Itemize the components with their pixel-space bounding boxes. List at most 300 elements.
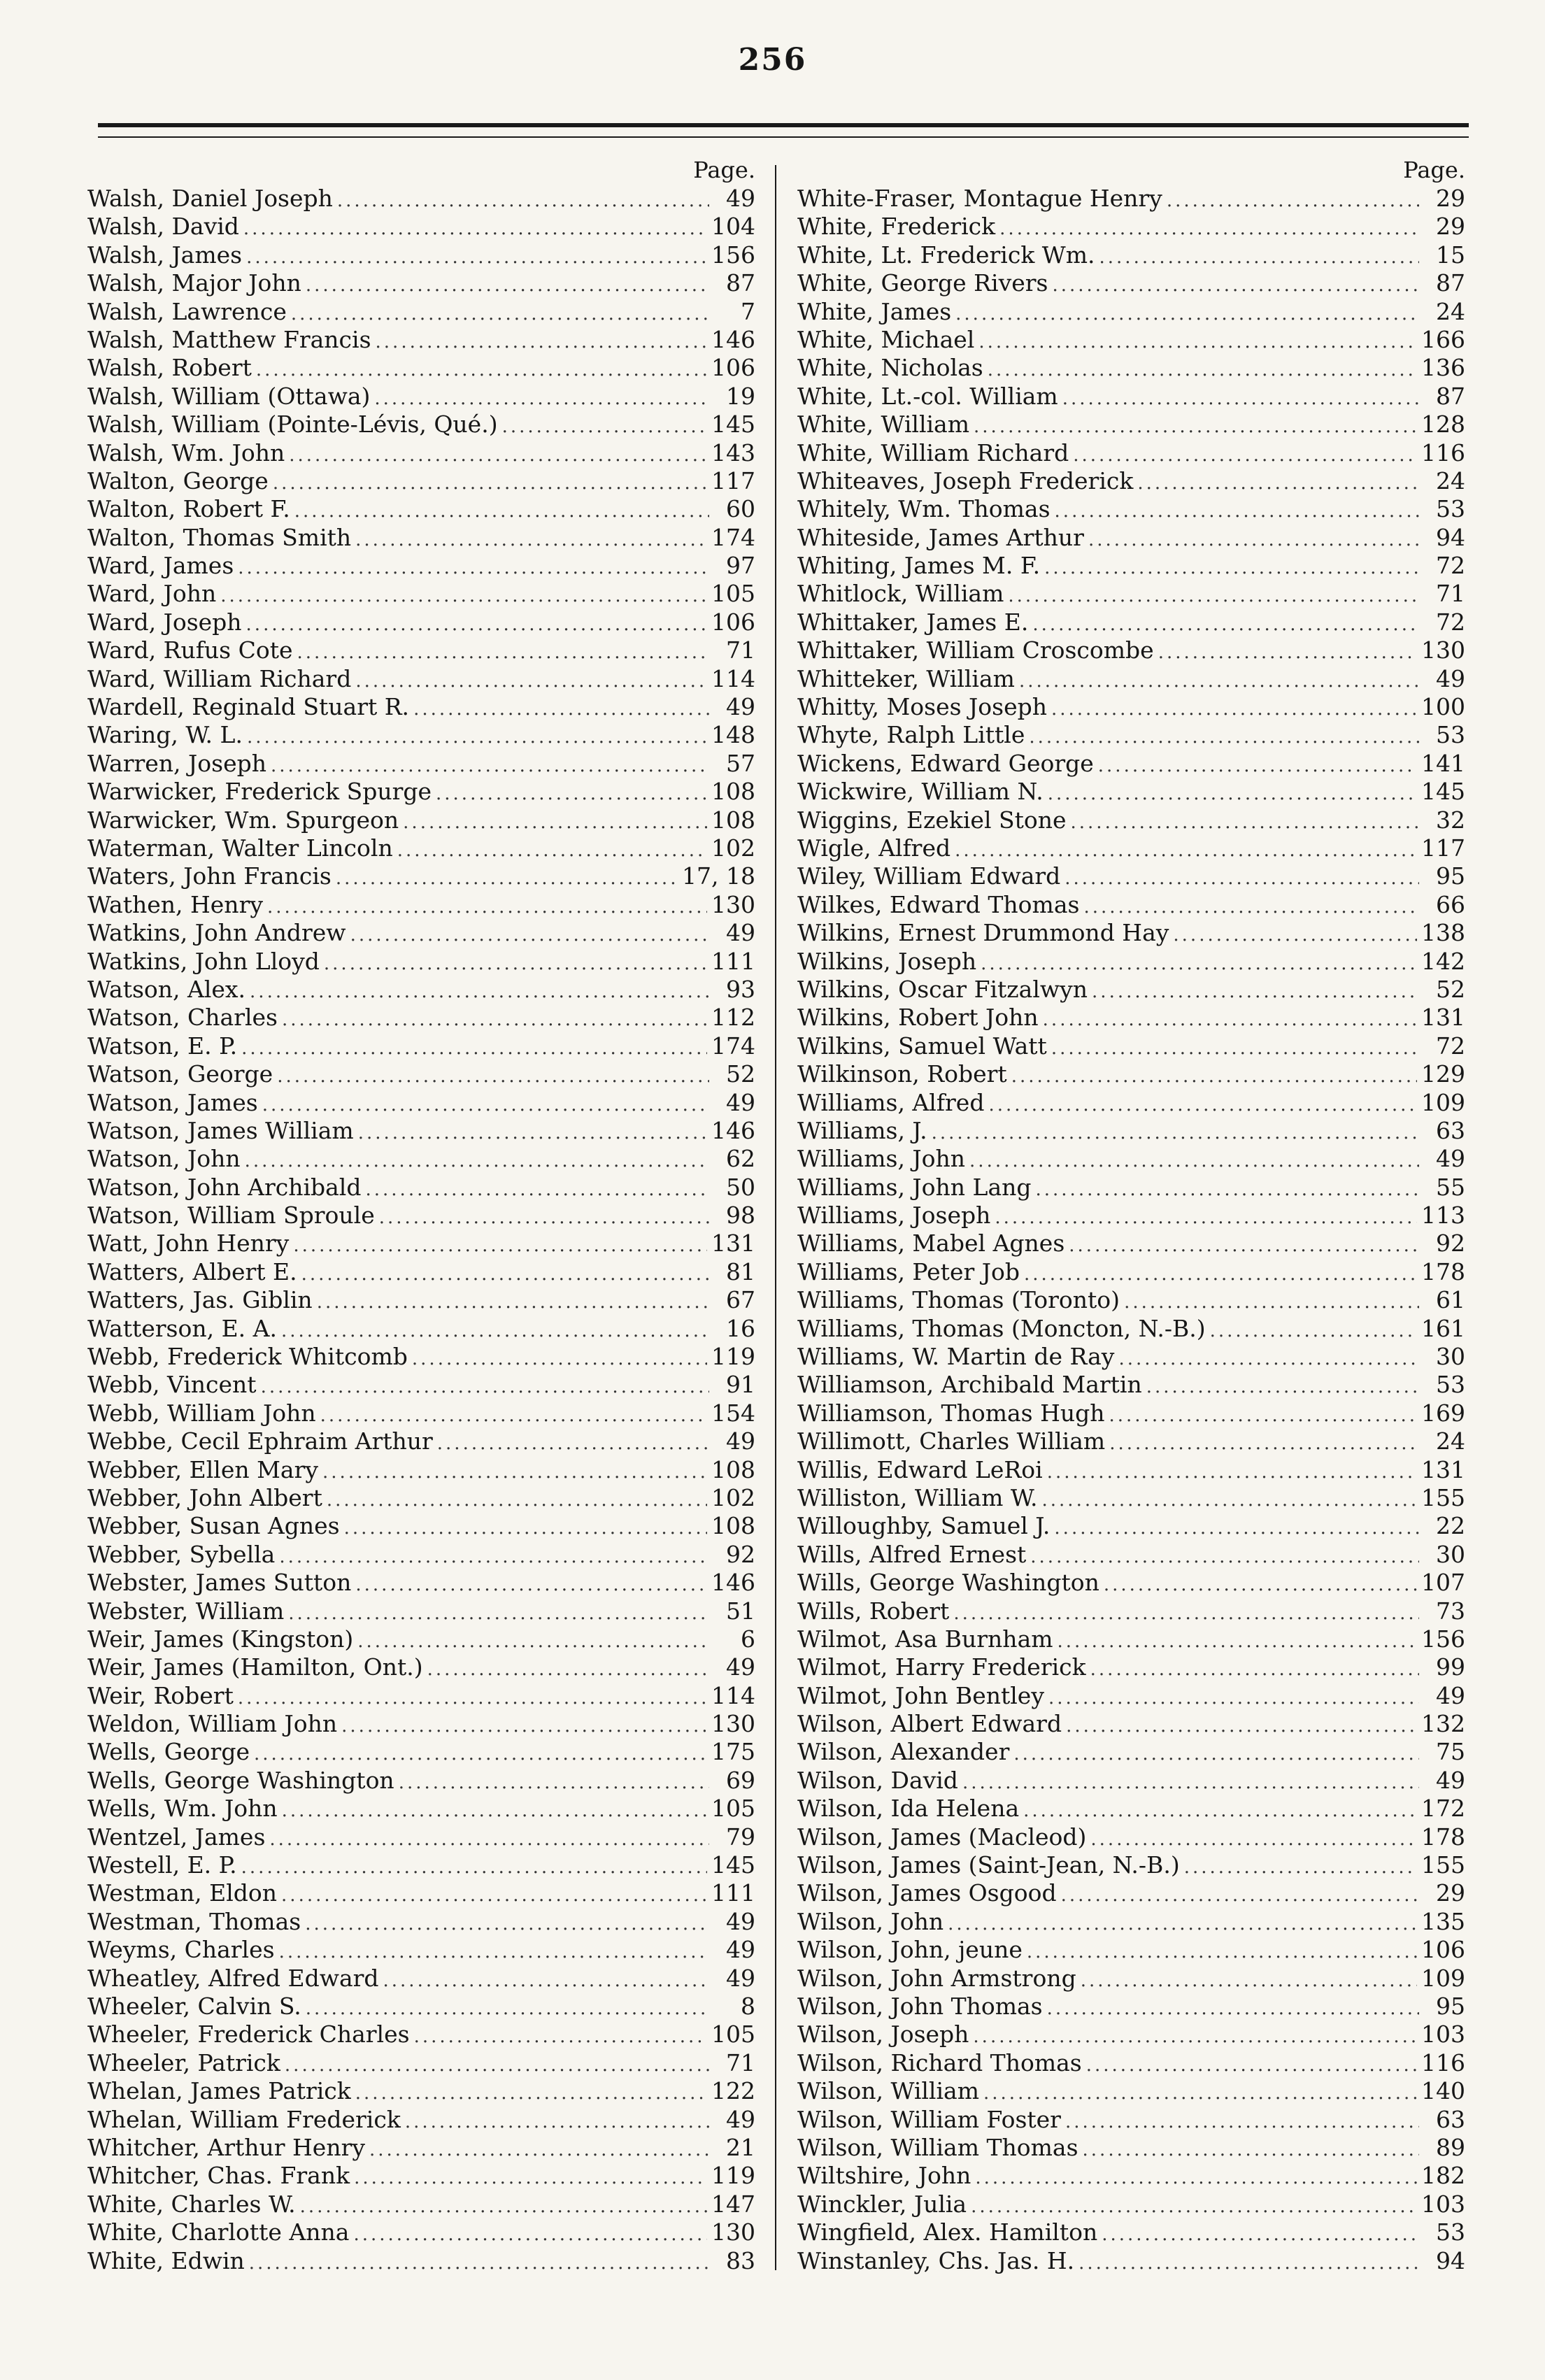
index-entry bbox=[87, 1032, 755, 1060]
entry-name: Webber, Susan Agnes bbox=[87, 1512, 340, 1540]
dot-leader bbox=[955, 836, 1417, 864]
dot-leader bbox=[1048, 1684, 1419, 1712]
index-entry bbox=[87, 2106, 755, 2134]
entry-name: Westman, Thomas bbox=[87, 1907, 301, 1935]
entry-page-number: 53 bbox=[1436, 495, 1465, 523]
entry-name: Wilkinson, Robert bbox=[797, 1060, 1007, 1088]
entry-name: White, William bbox=[797, 411, 970, 439]
index-entry bbox=[87, 1174, 755, 1202]
index-entry bbox=[797, 1795, 1465, 1823]
entry-name: Whittaker, William Croscombe bbox=[797, 636, 1154, 664]
entry-page-number: 146 bbox=[711, 1116, 755, 1144]
entry-page-number: 146 bbox=[711, 1569, 755, 1597]
dot-leader bbox=[220, 582, 707, 610]
entry-page-number: 72 bbox=[1436, 1032, 1465, 1060]
entry-name: White, Nicholas bbox=[797, 354, 983, 382]
entry-name: Wickwire, William N. bbox=[797, 778, 1044, 806]
entry-name: Watkins, John Lloyd bbox=[87, 947, 320, 975]
entry-page-number: 87 bbox=[1436, 269, 1465, 297]
entry-name: Williams, Alfred bbox=[797, 1088, 985, 1116]
entry-page-number: 49 bbox=[726, 1907, 755, 1935]
dot-leader bbox=[969, 1147, 1419, 1175]
index-entry bbox=[87, 1145, 755, 1173]
dot-leader bbox=[250, 978, 709, 1006]
dot-leader bbox=[279, 1938, 709, 1966]
entry-name: Wells, George bbox=[87, 1738, 250, 1766]
index-entry bbox=[87, 976, 755, 1004]
entry-page-number: 60 bbox=[726, 495, 755, 523]
dot-leader bbox=[379, 1204, 709, 1232]
entry-page-number: 108 bbox=[711, 1455, 755, 1483]
entry-page-number: 49 bbox=[726, 1088, 755, 1116]
entry-name: Watson, George bbox=[87, 1060, 273, 1088]
entry-name: Wigle, Alfred bbox=[797, 834, 951, 862]
entry-page-number: 145 bbox=[711, 1851, 755, 1879]
entry-page-number: 49 bbox=[726, 185, 755, 212]
index-entry bbox=[87, 1089, 755, 1117]
index-entry bbox=[87, 552, 755, 580]
entry-page-number: 16 bbox=[726, 1314, 755, 1342]
entry-name: Watson, John bbox=[87, 1145, 241, 1173]
index-entry bbox=[797, 1710, 1465, 1738]
entry-name: Walsh, Wm. John bbox=[87, 439, 285, 466]
entry-page-number: 107 bbox=[1421, 1569, 1465, 1597]
dot-leader bbox=[1092, 978, 1419, 1006]
entry-name: Wilkins, Samuel Watt bbox=[797, 1032, 1047, 1060]
entry-page-number: 109 bbox=[1421, 1964, 1465, 1992]
entry-name: Westell, E. P. bbox=[87, 1851, 237, 1879]
dot-leader bbox=[355, 1571, 707, 1599]
dot-leader bbox=[1173, 921, 1417, 949]
index-entry bbox=[797, 693, 1465, 721]
dot-leader bbox=[1073, 441, 1417, 469]
index-entry bbox=[797, 1541, 1465, 1569]
entry-page-number: 87 bbox=[726, 269, 755, 297]
index-entry bbox=[797, 1597, 1465, 1625]
entry-name: Watt, John Henry bbox=[87, 1230, 290, 1257]
entry-page-number: 113 bbox=[1421, 1202, 1465, 1230]
entry-name: Walton, George bbox=[87, 466, 269, 494]
dot-leader bbox=[288, 1599, 709, 1627]
entry-page-number: 102 bbox=[711, 834, 755, 862]
entry-name: Webb, William John bbox=[87, 1399, 316, 1427]
index-entry bbox=[797, 383, 1465, 411]
dot-leader bbox=[289, 441, 707, 469]
entry-name: Whyte, Ralph Little bbox=[797, 721, 1025, 749]
dot-leader bbox=[973, 2023, 1417, 2051]
entry-page-number: 66 bbox=[1436, 890, 1465, 918]
entry-page-number: 156 bbox=[711, 241, 755, 269]
index-entry bbox=[797, 1767, 1465, 1795]
entry-page-number: 108 bbox=[711, 778, 755, 806]
dot-leader bbox=[344, 1514, 707, 1542]
dot-leader bbox=[357, 1627, 709, 1655]
index-entry bbox=[797, 1399, 1465, 1427]
dot-leader bbox=[306, 271, 709, 299]
index-entry bbox=[87, 439, 755, 467]
entry-name: Whitely, Wm. Thomas bbox=[797, 495, 1051, 523]
left-column-header: Page. bbox=[693, 157, 755, 183]
entry-name: Weyms, Charles bbox=[87, 1936, 275, 1964]
dot-leader bbox=[327, 1486, 707, 1514]
dot-leader bbox=[1099, 243, 1419, 271]
dot-leader bbox=[1124, 1288, 1419, 1316]
entry-name: Ward, Joseph bbox=[87, 608, 242, 636]
dot-leader bbox=[948, 1910, 1417, 1938]
dot-leader bbox=[1027, 1938, 1417, 1966]
entry-page-number: 99 bbox=[1436, 1653, 1465, 1681]
dot-leader bbox=[241, 1034, 707, 1062]
entry-page-number: 29 bbox=[1436, 185, 1465, 212]
entry-name: Watson, James William bbox=[87, 1116, 354, 1144]
entry-page-number: 95 bbox=[1436, 862, 1465, 890]
entry-page-number: 130 bbox=[711, 2218, 755, 2246]
entry-name: White, Michael bbox=[797, 325, 975, 353]
entry-name: Walsh, Lawrence bbox=[87, 297, 287, 325]
index-entry bbox=[87, 495, 755, 523]
dot-leader bbox=[1013, 1740, 1419, 1768]
dot-leader bbox=[1029, 723, 1419, 751]
entry-name: Watson, James bbox=[87, 1088, 258, 1116]
entry-page-number: 178 bbox=[1421, 1257, 1465, 1285]
entry-page-number: 49 bbox=[726, 919, 755, 947]
entry-page-number: 111 bbox=[711, 947, 755, 975]
entry-page-number: 89 bbox=[1436, 2133, 1465, 2161]
dot-leader bbox=[355, 2079, 707, 2107]
entry-name: Wells, Wm. John bbox=[87, 1795, 278, 1823]
index-entry bbox=[87, 1286, 755, 1314]
index-entry bbox=[797, 2162, 1465, 2190]
entry-name: Whittaker, James E. bbox=[797, 608, 1029, 636]
index-entry bbox=[87, 1936, 755, 1964]
entry-name: Wilson, William Foster bbox=[797, 2105, 1061, 2133]
entry-page-number: 71 bbox=[726, 2048, 755, 2076]
index-entry bbox=[87, 354, 755, 382]
entry-name: Willoughby, Samuel J. bbox=[797, 1512, 1051, 1540]
index-entry bbox=[87, 1512, 755, 1540]
index-entry bbox=[797, 1117, 1465, 1145]
entry-name: Wilson, Richard Thomas bbox=[797, 2048, 1082, 2076]
dot-leader bbox=[1036, 1176, 1420, 1204]
entry-page-number: 49 bbox=[726, 2105, 755, 2133]
dot-leader bbox=[238, 1684, 707, 1712]
index-entry bbox=[87, 750, 755, 778]
dot-leader bbox=[1047, 1995, 1419, 2023]
dot-leader bbox=[281, 1881, 707, 1909]
entry-name: Webb, Frederick Whitcomb bbox=[87, 1343, 408, 1371]
entry-name: Wilmot, Harry Frederick bbox=[797, 1653, 1086, 1681]
index-entry bbox=[87, 1653, 755, 1681]
entry-page-number: 182 bbox=[1421, 2162, 1465, 2190]
entry-page-number: 131 bbox=[1421, 1455, 1465, 1483]
entry-name: Waring, W. L. bbox=[87, 721, 243, 749]
entry-name: Webber, John Albert bbox=[87, 1483, 322, 1511]
entry-page-number: 114 bbox=[711, 664, 755, 692]
dot-leader bbox=[249, 2249, 709, 2277]
entry-name: Walsh, Daniel Joseph bbox=[87, 185, 333, 212]
entry-name: Williston, William W. bbox=[797, 1483, 1038, 1511]
entry-name: Watters, Albert E. bbox=[87, 1257, 297, 1285]
entry-name: Wingfield, Alex. Hamilton bbox=[797, 2218, 1098, 2246]
entry-page-number: 53 bbox=[1436, 1371, 1465, 1399]
dot-leader bbox=[354, 2164, 707, 2192]
dot-leader bbox=[978, 328, 1417, 356]
entry-page-number: 131 bbox=[711, 1230, 755, 1257]
dot-leader bbox=[1042, 1486, 1417, 1514]
entry-name: White, Lt.-col. William bbox=[797, 382, 1058, 410]
dot-leader bbox=[271, 752, 709, 780]
entry-page-number: 22 bbox=[1436, 1512, 1465, 1540]
index-entry bbox=[797, 1738, 1465, 1766]
entry-page-number: 129 bbox=[1421, 1060, 1465, 1088]
index-entry bbox=[87, 1908, 755, 1936]
dot-leader bbox=[246, 611, 707, 639]
index-entry bbox=[797, 1060, 1465, 1088]
dot-leader bbox=[238, 554, 709, 582]
entry-name: Wilkins, Joseph bbox=[797, 947, 977, 975]
entry-name: Whitlock, William bbox=[797, 580, 1004, 608]
index-entry bbox=[87, 1004, 755, 1032]
index-entry bbox=[87, 1569, 755, 1597]
dot-leader bbox=[1137, 469, 1419, 497]
dot-leader bbox=[247, 723, 707, 751]
entry-page-number: 103 bbox=[1421, 2190, 1465, 2218]
entry-name: Winckler, Julia bbox=[797, 2190, 967, 2218]
entry-page-number: 24 bbox=[1436, 297, 1465, 325]
dot-leader bbox=[502, 413, 707, 441]
entry-name: Webb, Vincent bbox=[87, 1371, 257, 1399]
index-entry bbox=[87, 1879, 755, 1907]
entry-page-number: 140 bbox=[1421, 2077, 1465, 2105]
index-entry bbox=[797, 721, 1465, 749]
index-entry bbox=[797, 298, 1465, 326]
dot-leader bbox=[1008, 582, 1419, 610]
index-entry bbox=[797, 1965, 1465, 1993]
index-entry bbox=[797, 2247, 1465, 2275]
entry-page-number: 105 bbox=[711, 580, 755, 608]
dot-leader bbox=[369, 2136, 709, 2164]
entry-page-number: 131 bbox=[1421, 1004, 1465, 1032]
dot-leader bbox=[932, 1119, 1419, 1147]
entry-name: Wilson, John Thomas bbox=[797, 1993, 1043, 2020]
dot-leader bbox=[291, 300, 709, 328]
dot-leader bbox=[399, 1769, 709, 1797]
entry-page-number: 169 bbox=[1421, 1399, 1465, 1427]
index-entry bbox=[797, 1032, 1465, 1060]
index-entry bbox=[87, 241, 755, 269]
index-entry bbox=[87, 1456, 755, 1484]
index-entry bbox=[797, 1371, 1465, 1399]
index-entry bbox=[87, 862, 755, 890]
dot-leader bbox=[245, 1147, 709, 1175]
entry-page-number: 117 bbox=[711, 466, 755, 494]
dot-leader bbox=[1051, 695, 1417, 723]
index-entry bbox=[87, 2049, 755, 2077]
dot-leader bbox=[353, 2221, 707, 2249]
entry-page-number: 79 bbox=[726, 1823, 755, 1851]
right-entry-list bbox=[797, 185, 1465, 2275]
dot-leader bbox=[243, 215, 707, 243]
entry-name: Waters, John Francis bbox=[87, 862, 332, 890]
dot-leader bbox=[277, 1062, 709, 1090]
entry-page-number: 166 bbox=[1421, 325, 1465, 353]
entry-name: Wheeler, Frederick Charles bbox=[87, 2021, 410, 2048]
index-entry bbox=[87, 608, 755, 636]
index-entry bbox=[797, 608, 1465, 636]
entry-page-number: 142 bbox=[1421, 947, 1465, 975]
dot-leader bbox=[437, 1430, 709, 1458]
dot-leader bbox=[1055, 497, 1419, 525]
index-entry bbox=[87, 1795, 755, 1823]
entry-name: Whelan, William Frederick bbox=[87, 2105, 401, 2133]
dot-leader bbox=[1090, 1825, 1417, 1853]
entry-name: White, William Richard bbox=[797, 439, 1069, 466]
index-entry bbox=[797, 778, 1465, 806]
left-entry-list bbox=[87, 185, 755, 2275]
index-entry bbox=[87, 919, 755, 947]
left-column bbox=[87, 155, 755, 2275]
dot-leader bbox=[1078, 2249, 1419, 2277]
dot-leader bbox=[267, 893, 707, 921]
index-entry bbox=[797, 1315, 1465, 1343]
entry-name: Wilson, David bbox=[797, 1766, 958, 1794]
index-entry bbox=[87, 580, 755, 608]
dot-leader bbox=[405, 2108, 709, 2136]
dot-leader bbox=[241, 1853, 707, 1881]
entry-page-number: 95 bbox=[1436, 1993, 1465, 2020]
dot-leader bbox=[355, 526, 707, 554]
entry-page-number: 30 bbox=[1436, 1343, 1465, 1371]
dot-leader bbox=[282, 1797, 707, 1825]
entry-name: Waterman, Walter Lincoln bbox=[87, 834, 393, 862]
index-entry bbox=[87, 2134, 755, 2162]
index-entry bbox=[797, 1427, 1465, 1455]
dot-leader bbox=[397, 836, 707, 864]
index-entry bbox=[87, 1851, 755, 1879]
entry-name: Wilson, Alexander bbox=[797, 1738, 1010, 1766]
entry-page-number: 51 bbox=[726, 1597, 755, 1625]
entry-page-number: 136 bbox=[1421, 354, 1465, 382]
entry-page-number: 57 bbox=[726, 749, 755, 777]
entry-name: Williams, Joseph bbox=[797, 1202, 991, 1230]
dot-leader bbox=[341, 1712, 707, 1740]
dot-leader bbox=[355, 667, 707, 695]
index-entry bbox=[87, 693, 755, 721]
index-entry bbox=[87, 778, 755, 806]
entry-page-number: 71 bbox=[726, 636, 755, 664]
index-entry bbox=[797, 1202, 1465, 1230]
entry-page-number: 117 bbox=[1421, 834, 1465, 862]
dot-leader bbox=[988, 356, 1417, 384]
index-entry bbox=[87, 2247, 755, 2275]
index-entry bbox=[87, 636, 755, 664]
dot-leader bbox=[294, 497, 709, 525]
dot-leader bbox=[366, 1176, 710, 1204]
entry-name: White, Frederick bbox=[797, 213, 996, 241]
index-entry bbox=[797, 1004, 1465, 1032]
dot-leader bbox=[1071, 808, 1419, 836]
index-entry bbox=[797, 495, 1465, 523]
index-entry bbox=[797, 862, 1465, 890]
entry-name: Wiley, William Edward bbox=[797, 862, 1061, 890]
index-entry bbox=[87, 298, 755, 326]
entry-name: Wilmot, Asa Burnham bbox=[797, 1625, 1053, 1653]
dot-leader bbox=[256, 356, 707, 384]
index-entry bbox=[87, 1117, 755, 1145]
dot-leader bbox=[374, 385, 709, 413]
entry-name: Walsh, William (Ottawa) bbox=[87, 382, 371, 410]
dot-leader bbox=[1051, 1034, 1419, 1062]
entry-name: Whitcher, Arthur Henry bbox=[87, 2133, 365, 2161]
dot-leader bbox=[1083, 2136, 1419, 2164]
index-entry bbox=[797, 1258, 1465, 1286]
entry-page-number: 92 bbox=[726, 1540, 755, 1568]
entry-name: Wilkes, Edward Thomas bbox=[797, 890, 1080, 918]
dot-leader bbox=[337, 187, 709, 215]
entry-name: Wilson, James (Saint-Jean, N.-B.) bbox=[797, 1851, 1180, 1879]
index-entry bbox=[797, 524, 1465, 552]
index-entry bbox=[87, 1258, 755, 1286]
index-entry bbox=[797, 1089, 1465, 1117]
entry-page-number: 29 bbox=[1436, 213, 1465, 241]
header-rule-thick bbox=[98, 123, 1469, 127]
entry-page-number: 15 bbox=[1436, 241, 1465, 269]
entry-page-number: 73 bbox=[1436, 1597, 1465, 1625]
index-entry bbox=[87, 1682, 755, 1710]
dot-leader bbox=[1065, 2108, 1419, 2136]
entry-name: Walsh, David bbox=[87, 213, 239, 241]
index-entry bbox=[87, 2190, 755, 2218]
entry-page-number: 112 bbox=[711, 1004, 755, 1032]
index-entry bbox=[87, 834, 755, 862]
index-entry bbox=[797, 1993, 1465, 2021]
dot-leader bbox=[962, 1769, 1419, 1797]
header-rule-thin bbox=[98, 136, 1469, 138]
entry-name: Watterson, E. A. bbox=[87, 1314, 277, 1342]
dot-leader bbox=[293, 1232, 707, 1260]
entry-name: Whitteker, William bbox=[797, 664, 1015, 692]
entry-page-number: 67 bbox=[726, 1286, 755, 1314]
index-entry bbox=[797, 1343, 1465, 1371]
dot-leader bbox=[279, 1543, 709, 1571]
entry-page-number: 81 bbox=[726, 1257, 755, 1285]
entry-page-number: 130 bbox=[1421, 636, 1465, 664]
entry-page-number: 61 bbox=[1436, 1286, 1465, 1314]
index-entry bbox=[87, 326, 755, 354]
entry-page-number: 155 bbox=[1421, 1483, 1465, 1511]
entry-page-number: 174 bbox=[711, 523, 755, 551]
dot-leader bbox=[1069, 1232, 1419, 1260]
index-entry bbox=[797, 552, 1465, 580]
entry-name: Williamson, Thomas Hugh bbox=[797, 1399, 1105, 1427]
dot-leader bbox=[1158, 639, 1417, 667]
index-entry bbox=[797, 269, 1465, 297]
dot-leader bbox=[983, 2079, 1417, 2107]
dot-leader bbox=[300, 2193, 707, 2221]
dot-leader bbox=[262, 1091, 709, 1119]
entry-page-number: 24 bbox=[1436, 1427, 1465, 1455]
dot-leader bbox=[413, 695, 709, 723]
entry-page-number: 106 bbox=[711, 608, 755, 636]
entry-page-number: 108 bbox=[711, 806, 755, 834]
index-entry bbox=[797, 1456, 1465, 1484]
index-entry bbox=[797, 891, 1465, 919]
entry-name: Ward, William Richard bbox=[87, 664, 352, 692]
index-entry bbox=[87, 1427, 755, 1455]
index-entry bbox=[87, 665, 755, 693]
entry-page-number: 97 bbox=[726, 552, 755, 580]
entry-page-number: 132 bbox=[1421, 1710, 1465, 1738]
